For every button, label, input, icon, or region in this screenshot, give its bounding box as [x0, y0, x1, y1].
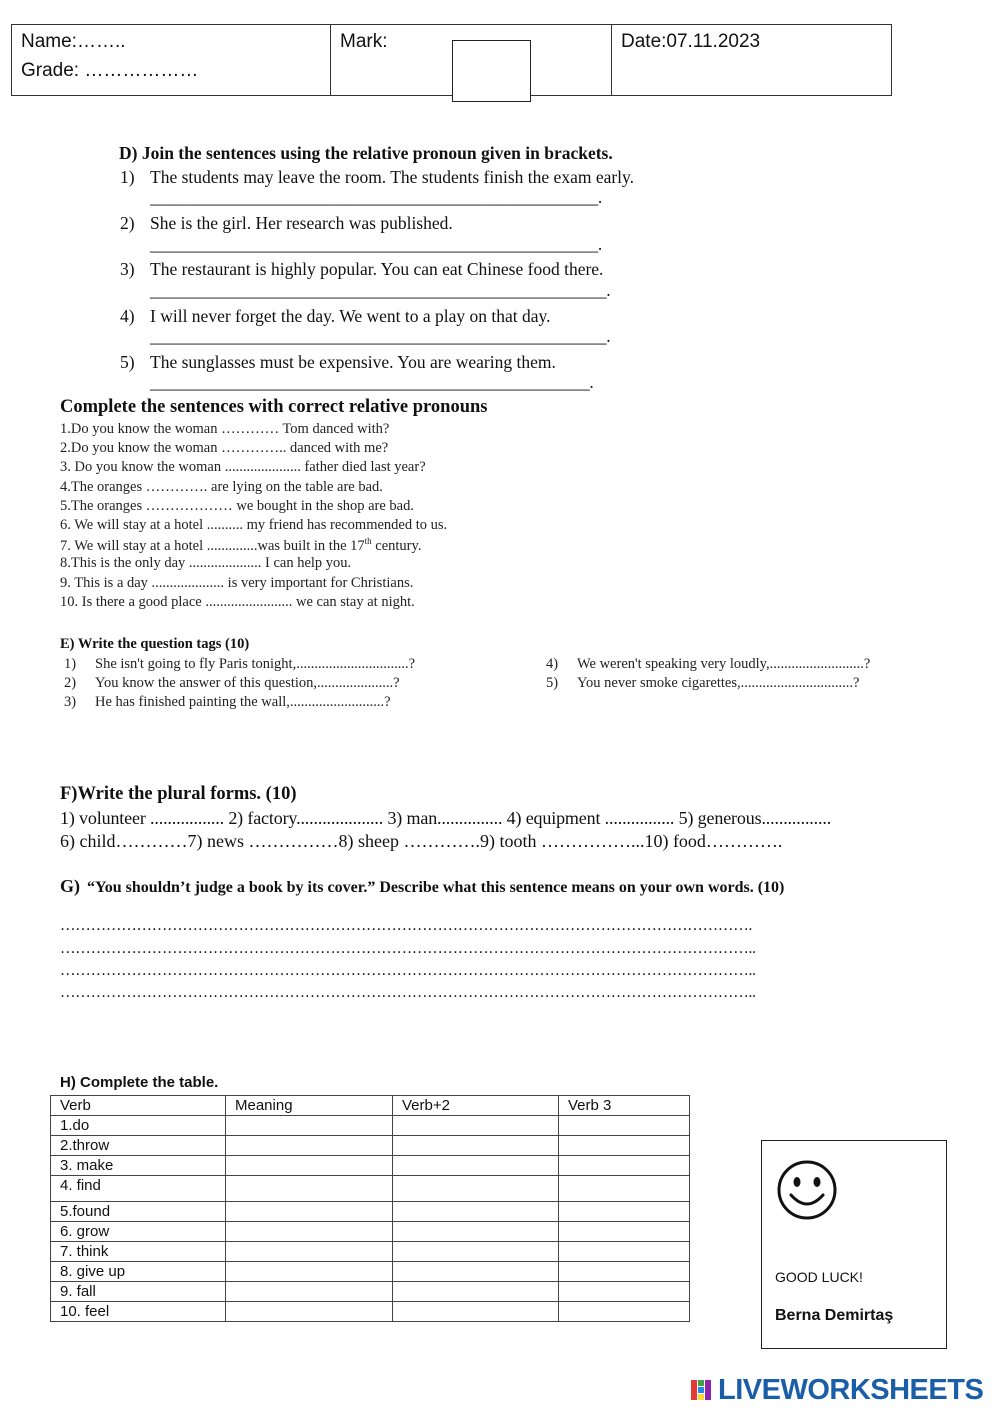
table-row — [51, 1222, 690, 1242]
d-answer-line-5[interactable]: ____________________________________________________. — [150, 372, 594, 392]
grade-field[interactable]: Grade: ……………… — [21, 60, 199, 81]
table-row — [51, 1116, 690, 1136]
plural-line-2: 6) child…………7) news ……………8) sheep ………….9) tooth ……………...10) food…………. — [60, 831, 783, 851]
d-item-2 — [120, 213, 453, 234]
item-number: 3) — [64, 694, 77, 710]
g-answer-line-4[interactable]: ……………………………………………………………………………………………………………………….. — [60, 984, 756, 1001]
table-row — [51, 1282, 690, 1302]
d-item-4 — [120, 306, 550, 327]
item-number: 4) — [546, 656, 559, 672]
item-text: You never smoke cigarettes,...............................? — [577, 675, 860, 691]
g-answer-line-2[interactable]: ……………………………………………………………………………………………………………………….. — [60, 940, 756, 957]
verb-cell: 7. think — [51, 1242, 226, 1262]
verb3-cell[interactable] — [559, 1282, 690, 1302]
table-row — [51, 1176, 690, 1202]
complete-item-9: 9. This is a day .................... is very important for Christians. — [60, 575, 414, 591]
item-text: The students may leave the room. The students finish the exam early. — [150, 167, 635, 187]
section-g-label: G) — [60, 876, 80, 896]
section-h-title: H) Complete the table. — [60, 1074, 219, 1091]
header-cell-verb2: Verb+2 — [393, 1096, 559, 1116]
table-row — [51, 1136, 690, 1156]
header-cell-verb: Verb — [51, 1096, 226, 1116]
verb-cell: 9. fall — [51, 1282, 226, 1302]
section-g-text: “You shouldn’t judge a book by its cover.” Describe what this sentence means on your own words. (10) — [87, 879, 785, 896]
verb2-cell[interactable] — [393, 1302, 559, 1322]
d-answer-line-2[interactable]: _____________________________________________________. — [150, 234, 602, 254]
section-e-title: E) Write the question tags (10) — [60, 636, 250, 652]
verb2-cell[interactable] — [393, 1202, 559, 1222]
liveworksheets-watermark — [690, 1374, 983, 1406]
e-item-2 — [64, 675, 400, 692]
item-text: You know the answer of this question,.....................? — [95, 675, 400, 691]
smiley-face-icon — [776, 1159, 838, 1221]
e-item-4 — [546, 656, 870, 673]
meaning-cell[interactable] — [226, 1202, 393, 1222]
verb-cell: 2.throw — [51, 1136, 226, 1156]
verb2-cell[interactable] — [393, 1222, 559, 1242]
d-answer-line-3[interactable]: ______________________________________________________. — [150, 280, 611, 300]
item-number: 1) — [120, 167, 135, 187]
verb3-cell[interactable] — [559, 1262, 690, 1282]
verb2-cell[interactable] — [393, 1242, 559, 1262]
d-answer-line-1[interactable]: _____________________________________________________. — [150, 187, 602, 207]
item-text: She isn't going to fly Paris tonight,...............................? — [95, 656, 415, 672]
e-item-3 — [64, 694, 391, 711]
meaning-cell[interactable] — [226, 1262, 393, 1282]
complete-item-5: 5.The oranges ……………… we bought in the shop are bad. — [60, 498, 414, 514]
table-row — [51, 1262, 690, 1282]
date-cell — [612, 25, 891, 95]
complete-item-3: 3. Do you know the woman ..................... father died last year? — [60, 459, 426, 475]
complete-item-2: 2.Do you know the woman ………….. danced with me? — [60, 440, 389, 456]
liveworksheets-logo-icon — [690, 1377, 716, 1403]
good-luck-text: GOOD LUCK! — [775, 1269, 863, 1285]
mark-label: Mark: — [340, 31, 388, 52]
name-field[interactable]: Name:…….. — [21, 31, 126, 52]
meaning-cell[interactable] — [226, 1242, 393, 1262]
section-g-title — [60, 876, 784, 897]
table-header-row — [51, 1096, 690, 1116]
verb-cell: 10. feel — [51, 1302, 226, 1322]
section-f-title: F)Write the plural forms. (10) — [60, 784, 297, 804]
table-row — [51, 1202, 690, 1222]
meaning-cell[interactable] — [226, 1116, 393, 1136]
plural-line-1: 1) volunteer ................. 2) factory.................... 3) man............... 4) equipment ................ 5) generous................ — [60, 808, 832, 828]
verb3-cell[interactable] — [559, 1136, 690, 1156]
item-number: 5) — [546, 675, 559, 691]
d-item-3 — [120, 259, 603, 280]
item-number: 4) — [120, 306, 135, 326]
g-answer-line-1[interactable]: ………………………………………………………………………………………………………………………. — [60, 917, 753, 934]
verb-cell: 1.do — [51, 1116, 226, 1136]
item-number: 2) — [120, 213, 135, 233]
verb3-cell[interactable] — [559, 1156, 690, 1176]
meaning-cell[interactable] — [226, 1222, 393, 1242]
verb2-cell[interactable] — [393, 1262, 559, 1282]
complete-item-6: 6. We will stay at a hotel .......... my friend has recommended to us. — [60, 517, 448, 533]
item-text-tail: century. — [371, 537, 422, 554]
complete-section-title: Complete the sentences with correct relative pronouns — [60, 397, 488, 417]
complete-item-10: 10. Is there a good place ........................ we can stay at night. — [60, 594, 415, 610]
verb-cell: 8. give up — [51, 1262, 226, 1282]
item-text: We weren't speaking very loudly,..........................? — [577, 656, 871, 672]
verb-cell: 3. make — [51, 1156, 226, 1176]
meaning-cell[interactable] — [226, 1176, 393, 1202]
d-answer-line-4[interactable]: ______________________________________________________. — [150, 326, 611, 346]
name-grade-cell — [12, 25, 331, 95]
meaning-cell[interactable] — [226, 1302, 393, 1322]
item-number: 1) — [64, 656, 77, 672]
item-text: He has finished painting the wall,..........................? — [95, 694, 391, 710]
date-label: Date:07.11.2023 — [621, 31, 761, 52]
item-number: 3) — [120, 259, 135, 279]
header-cell-meaning: Meaning — [226, 1096, 393, 1116]
item-text: 7. We will stay at a hotel ..............was built in the 17 — [60, 537, 365, 554]
complete-item-7 — [60, 536, 421, 555]
meaning-cell[interactable] — [226, 1136, 393, 1156]
item-number: 5) — [120, 352, 135, 372]
meaning-cell[interactable] — [226, 1282, 393, 1302]
author-name: Berna Demirtaş — [775, 1307, 894, 1324]
e-item-5 — [546, 675, 859, 692]
e-item-1 — [64, 656, 415, 673]
meaning-cell[interactable] — [226, 1156, 393, 1176]
verb2-cell[interactable] — [393, 1282, 559, 1302]
superscript: th — [364, 536, 372, 546]
verb3-cell[interactable] — [559, 1242, 690, 1262]
g-answer-line-3[interactable]: ……………………………………………………………………………………………………………………….. — [60, 962, 756, 979]
verb-table — [50, 1095, 690, 1322]
item-text: She is the girl. Her research was published. — [150, 213, 453, 233]
verb-cell: 4. find — [51, 1176, 226, 1202]
verb2-cell[interactable] — [393, 1176, 559, 1202]
verb2-cell[interactable] — [393, 1116, 559, 1136]
verb3-cell[interactable] — [559, 1302, 690, 1322]
verb3-cell[interactable] — [559, 1116, 690, 1136]
item-text: The sunglasses must be expensive. You are wearing them. — [150, 352, 556, 372]
d-item-5 — [120, 352, 556, 373]
verb3-cell[interactable] — [559, 1176, 690, 1202]
watermark-text: LIVEWORKSHEETS — [718, 1373, 984, 1406]
verb2-cell[interactable] — [393, 1156, 559, 1176]
good-luck-box — [761, 1140, 947, 1349]
verb-cell: 5.found — [51, 1202, 226, 1222]
verb2-cell[interactable] — [393, 1136, 559, 1156]
section-d-title: D) Join the sentences using the relative pronoun given in brackets. — [119, 143, 613, 163]
complete-item-1: 1.Do you know the woman ………… Tom danced with? — [60, 421, 390, 437]
complete-item-4: 4.The oranges …………. are lying on the table are bad. — [60, 479, 383, 495]
item-number: 2) — [64, 675, 77, 691]
item-text: The restaurant is highly popular. You can eat Chinese food there. — [150, 259, 604, 279]
item-text: I will never forget the day. We went to a play on that day. — [150, 306, 551, 326]
table-row — [51, 1242, 690, 1262]
verb-cell: 6. grow — [51, 1222, 226, 1242]
table-row — [51, 1302, 690, 1322]
mark-box[interactable] — [452, 40, 531, 102]
header-cell-verb3: Verb 3 — [559, 1096, 690, 1116]
complete-item-8: 8.This is the only day .................... I can help you. — [60, 555, 352, 571]
d-item-1 — [120, 167, 634, 188]
verb3-cell[interactable] — [559, 1202, 690, 1222]
table-row — [51, 1156, 690, 1176]
verb3-cell[interactable] — [559, 1222, 690, 1242]
